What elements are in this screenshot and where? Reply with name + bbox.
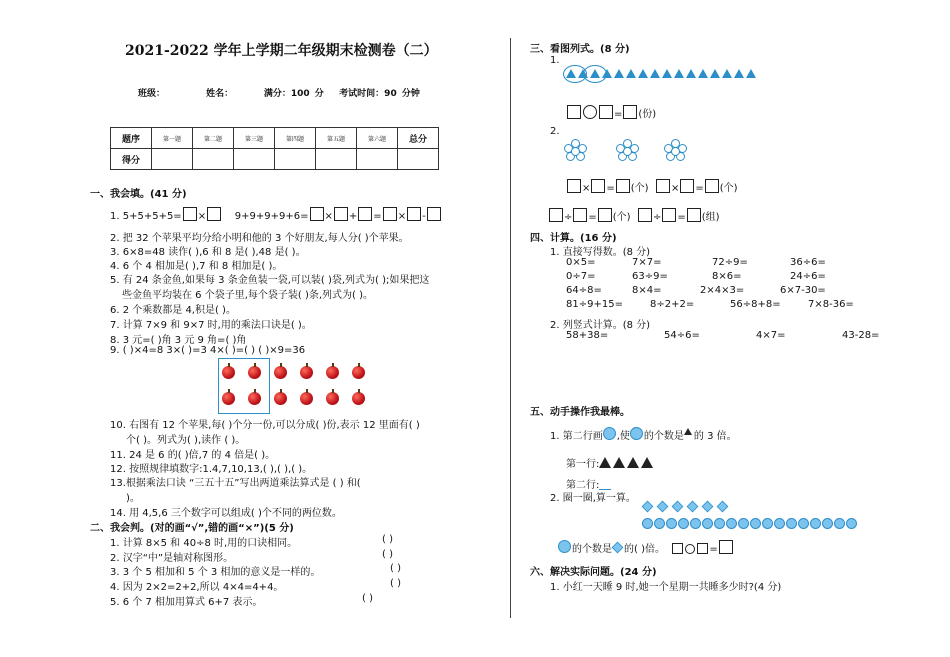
- question-11: 11. 24 是 6 的( )倍,7 的 4 倍是( )。: [110, 450, 276, 461]
- judge-item-1: 1. 计算 8×5 和 40÷8 时,用的口诀相同。: [110, 538, 298, 549]
- circle-icon: [750, 518, 761, 529]
- column-divider: [510, 38, 511, 618]
- score-input-cell[interactable]: [357, 149, 398, 170]
- question-text: 9+9+9+9+6=: [234, 211, 309, 222]
- answer-box[interactable]: [705, 179, 719, 193]
- diamond-icon: [642, 501, 654, 513]
- circle-icon: [810, 518, 821, 529]
- score-input-cell[interactable]: [316, 149, 357, 170]
- table-cell: 第一题: [152, 128, 193, 149]
- group-circle-icon: [583, 65, 607, 83]
- question-5-line1: 5. 有 24 条金鱼,如果每 3 条金鱼装一袋,可以装( )袋,列式为( );如果把这: [110, 275, 430, 286]
- diamond-icon: [672, 501, 684, 513]
- triangle-icon: [684, 428, 692, 435]
- question-9: 9. ( )×4=8 3×( )=3 4×( )=( ) ( )×9=36: [110, 345, 306, 356]
- section-heading: 二、我会判。(对的画“√”,错的画“×”)(5 分): [90, 523, 294, 534]
- subheading: 1. 直接写得数。(8 分): [550, 247, 651, 258]
- answer-box[interactable]: [662, 208, 676, 222]
- circle-icon: [678, 518, 689, 529]
- answer-box[interactable]: [549, 208, 563, 222]
- triangle-icon: [686, 69, 696, 78]
- vertical-calc-1: 58+38=: [566, 330, 609, 341]
- question-text: 的个数是: [643, 431, 684, 442]
- question-3: 3. 6×8=48 读作( ),6 和 8 是( ),48 是( )。: [110, 247, 306, 258]
- triangle-icon: [641, 457, 653, 468]
- subheading: 2. 列竖式计算。(8 分): [550, 320, 651, 331]
- triangle-icon: [710, 69, 720, 78]
- unit-label: (个): [719, 183, 738, 194]
- score-input-cell[interactable]: [275, 149, 316, 170]
- question-13-line1: 13.根据乘法口诀 “三五十五”写出两道乘法算式是 ( ) 和(: [110, 478, 361, 489]
- triangle-icon: [698, 69, 708, 78]
- question-8: 8. 3 元=( )角 3 元 9 角=( )角: [110, 335, 247, 346]
- judge-item-3: 3. 3 个 5 相加和 5 个 3 相加的意义是一样的。: [110, 567, 321, 578]
- triangle-icon: [746, 69, 756, 78]
- unit-label: (个): [630, 183, 649, 194]
- answer-box[interactable]: [598, 208, 612, 222]
- triangle-icon: [599, 457, 611, 468]
- circle-icon: [714, 518, 725, 529]
- question-13-line2: )。: [126, 493, 140, 504]
- score-input-cell[interactable]: [398, 149, 439, 170]
- triangle-icon: [650, 69, 660, 78]
- table-cell: 第六题: [357, 128, 398, 149]
- diamond-icon: [717, 501, 729, 513]
- circle-icon: [846, 518, 857, 529]
- circle-icon: [603, 427, 616, 440]
- circle-icon: [690, 518, 701, 529]
- apple-icon: [352, 392, 365, 405]
- vertical-calc-3: 4×7=: [756, 330, 786, 341]
- apple-icon: [300, 366, 313, 379]
- answer-box[interactable]: [567, 179, 581, 193]
- answer-box[interactable]: [358, 207, 372, 221]
- table-cell: 题序: [111, 128, 152, 149]
- table-cell: 得分: [111, 149, 152, 170]
- answer-box[interactable]: [616, 179, 630, 193]
- question-text: 1. 第二行画: [550, 431, 603, 442]
- calc-item: 2×4×3=: [700, 285, 745, 296]
- triangle-icon: [722, 69, 732, 78]
- section-heading: 四、计算。(16 分): [530, 233, 617, 244]
- apple-icon: [248, 392, 261, 405]
- triangle-icon: [674, 69, 684, 78]
- circle-icon: [630, 427, 643, 440]
- circle-icon: [774, 518, 785, 529]
- judge-item-5: 5. 6 个 7 相加用算式 6+7 表示。: [110, 597, 263, 608]
- flower-icon: [662, 139, 688, 165]
- question-2: 2. 把 32 个苹果平均分给小明和他的 3 个好朋友,每人分( )个苹果。: [110, 233, 409, 244]
- question-10-line2: 个( )。列式为( ),读作 ( )。: [126, 435, 246, 446]
- operator-circle[interactable]: [685, 544, 695, 554]
- answer-box[interactable]: [680, 179, 694, 193]
- triangle-icon: [734, 69, 744, 78]
- circle-icon: [642, 518, 653, 529]
- score-input-cell[interactable]: [193, 149, 234, 170]
- vertical-calc-2: 54÷6=: [664, 330, 700, 341]
- question-6: 6. 2 个乘数都是 4,积是( )。: [110, 305, 236, 316]
- row-label: 第二行:: [566, 480, 600, 491]
- diamond-icon: [657, 501, 669, 513]
- table-cell: 第二题: [193, 128, 234, 149]
- calc-item: 7×8-36=: [808, 299, 854, 310]
- diamond-icon: [612, 542, 624, 554]
- answer-box[interactable]: [623, 105, 637, 119]
- question-12: 12. 按照规律填数字:1.4,7,10,13,( ),( ),( )。: [110, 464, 313, 475]
- apple-icon: [326, 392, 339, 405]
- calc-item: 64÷8=: [566, 285, 602, 296]
- calc-item: 6×7-30=: [780, 285, 826, 296]
- apple-icon: [248, 366, 261, 379]
- calc-item: 7×7=: [632, 257, 662, 268]
- answer-box[interactable]: [599, 105, 613, 119]
- score-table-score-row: [111, 149, 439, 170]
- apple-icon: [222, 392, 235, 405]
- table-cell: 第五题: [316, 128, 357, 149]
- operator-circle[interactable]: [583, 105, 597, 119]
- flower-icon: [562, 139, 588, 165]
- apple-icon: [274, 392, 287, 405]
- answer-box[interactable]: [407, 207, 421, 221]
- calc-item: 0÷7=: [566, 271, 596, 282]
- section-heading: 一、我会填。(41 分): [90, 189, 187, 200]
- judge-answer[interactable]: ( ): [390, 578, 401, 589]
- circle-row: [642, 518, 858, 531]
- circle-icon: [738, 518, 749, 529]
- judge-answer[interactable]: ( ): [362, 593, 373, 604]
- section-heading: 五、动手操作我最棒。: [530, 407, 630, 418]
- diamond-row: [642, 501, 732, 514]
- unit-label: (组): [701, 212, 720, 223]
- calc-item: 0×5=: [566, 257, 596, 268]
- calc-item: 8÷2+2=: [650, 299, 695, 310]
- score-input-cell[interactable]: [152, 149, 193, 170]
- triangle-icon: [613, 457, 625, 468]
- apple-icon: [352, 366, 365, 379]
- problem-1: 1. 小红一天睡 9 时,她一个星期一共睡多少时?(4 分): [550, 582, 782, 593]
- answer-box[interactable]: [719, 540, 733, 554]
- judge-answer[interactable]: ( ): [382, 534, 393, 545]
- question-7: 7. 计算 7×9 和 9×7 时,用的乘法口诀是( )。: [110, 320, 312, 331]
- question-4: 4. 6 个 4 相加是( ),7 和 8 相加是( )。: [110, 261, 283, 272]
- circle-icon: [726, 518, 737, 529]
- item-number: 2.: [550, 126, 560, 137]
- question-5-line2: 些金鱼平均装在 6 个袋子里,每个袋子装( )条,列式为( )。: [122, 290, 374, 301]
- answer-box[interactable]: [207, 207, 221, 221]
- apple-icon: [274, 366, 287, 379]
- question-text: 1. 5+5+5+5=: [110, 211, 182, 222]
- section-heading: 六、解决实际问题。(24 分): [530, 567, 657, 578]
- table-cell: 总分: [398, 128, 439, 149]
- circle-icon: [762, 518, 773, 529]
- calc-item: 36÷6=: [790, 257, 826, 268]
- page-title: 2021-2022 学年上学期二年级期末检测卷（二）: [125, 43, 438, 59]
- circle-icon: [666, 518, 677, 529]
- question-1: 1. 5+5+5+5= × 9+9+9+9+6= × + = × -: [110, 207, 442, 222]
- answer-box[interactable]: [591, 179, 605, 193]
- answer-box[interactable]: [310, 207, 324, 221]
- answer-box[interactable]: [183, 207, 197, 221]
- table-cell: 第三题: [234, 128, 275, 149]
- table-cell: 第四题: [275, 128, 316, 149]
- judge-answer[interactable]: ( ): [390, 563, 401, 574]
- circle-icon: [798, 518, 809, 529]
- judge-answer[interactable]: ( ): [382, 549, 393, 560]
- calc-item: 72÷9=: [712, 257, 748, 268]
- row-one: [566, 455, 655, 470]
- calc-item: 81÷9+15=: [566, 299, 623, 310]
- diamond-icon: [702, 501, 714, 513]
- question-text: ,使: [616, 431, 630, 442]
- vertical-calc-4: 43-28=: [842, 330, 880, 341]
- answer-box[interactable]: [573, 208, 587, 222]
- calc-item: 24÷6=: [790, 271, 826, 282]
- apple-icon: [222, 366, 235, 379]
- section-heading: 三、看图列式。(8 分): [530, 44, 630, 55]
- equation-1: = (份): [566, 105, 656, 120]
- answer-box[interactable]: [687, 208, 701, 222]
- apple-icon: [326, 366, 339, 379]
- calc-item: 8×6=: [712, 271, 742, 282]
- question-14: 14. 用 4,5,6 三个数字可以组成( )个不同的两位数。: [110, 508, 342, 519]
- circle-icon: [558, 540, 571, 553]
- unit-label: (个): [612, 212, 631, 223]
- score-table-header-row: [111, 128, 439, 149]
- equation-2: × = (个) × = (个): [566, 179, 738, 194]
- answer-box[interactable]: [697, 543, 708, 554]
- item-number: 1.: [550, 55, 560, 66]
- score-table: [110, 127, 439, 170]
- flower-icon: [614, 139, 640, 165]
- operation-q2: 2. 圈一圈,算一算。: [550, 493, 636, 504]
- apple-icon: [300, 392, 313, 405]
- circle-icon: [654, 518, 665, 529]
- question-text: 的( )倍。: [624, 544, 665, 555]
- answer-box[interactable]: [672, 543, 683, 554]
- triangle-icon: [626, 69, 636, 78]
- operation-q2-answer: 的个数是 的( )倍。 =: [558, 540, 734, 555]
- question-text: 的个数是: [572, 544, 612, 555]
- circle-icon: [822, 518, 833, 529]
- equation-3: ÷ = (个) ÷ = (组): [548, 208, 720, 223]
- row-label: 第一行:: [566, 459, 600, 470]
- answer-box[interactable]: [638, 208, 652, 222]
- question-10-line1: 10. 右图有 12 个苹果,每( )个分一份,可以分成( )份,表示 12 里面有( ): [110, 420, 420, 431]
- answer-box[interactable]: [427, 207, 441, 221]
- diamond-icon: [687, 501, 699, 513]
- answer-box[interactable]: [383, 207, 397, 221]
- triangle-icon: [627, 457, 639, 468]
- exam-info: 班级： 姓名： 满分：100 分 考试时间：90 分钟: [138, 89, 420, 99]
- calc-item: 8×4=: [632, 285, 662, 296]
- calc-item: 63÷9=: [632, 271, 668, 282]
- circle-icon: [834, 518, 845, 529]
- triangle-icon: [662, 69, 672, 78]
- unit-label: (份): [638, 109, 657, 120]
- score-input-cell[interactable]: [234, 149, 275, 170]
- triangle-icon: [638, 69, 648, 78]
- circle-icon: [702, 518, 713, 529]
- judge-item-4: 4. 因为 2×2=2+2,所以 4×4=4+4。: [110, 582, 284, 593]
- calc-item: 56÷8+8=: [730, 299, 781, 310]
- circle-icon: [786, 518, 797, 529]
- operation-q1: [550, 427, 737, 442]
- question-text: 的 3 倍。: [693, 431, 737, 442]
- answer-box[interactable]: [567, 105, 581, 119]
- answer-box[interactable]: [656, 179, 670, 193]
- triangle-icon: [614, 69, 624, 78]
- answer-box[interactable]: [334, 207, 348, 221]
- judge-item-2: 2. 汉字“中”是轴对称图形。: [110, 553, 234, 564]
